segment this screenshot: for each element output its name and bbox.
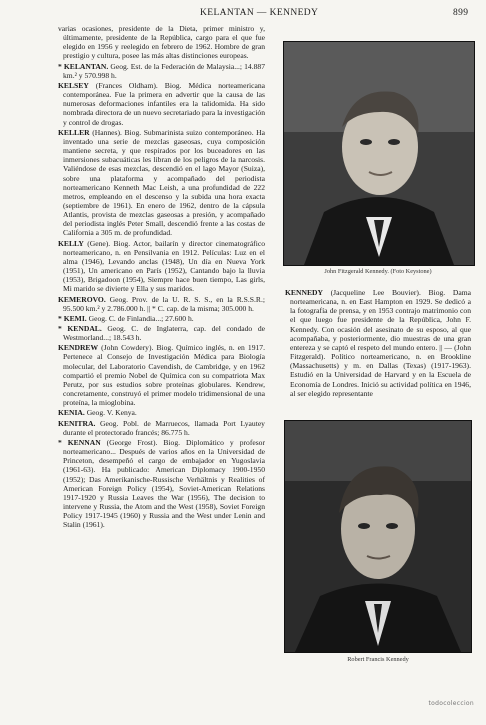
- right-column: [285, 288, 471, 398]
- entry-headword: * KEMI.: [58, 313, 87, 323]
- entry-text: (George Frost). Biog. Diplomático y profesor norteamericano... Después de varios años en la Universidad de Princeton, desempeñó el cargo de embajador en Yugoslavia (1961-63). Ha publicado: American Diplomacy 1900-1950 (1952); Das Amerikanische-Russische Verhältnis y Realities of American Foreign Policy (1954), Soviet-American Relations 1917-1920 y Russia Leaves the War (1956), The decision to intervene y Russia, the Atom and the West (1958), Soviet Foreign Policy 1917-1945 (1960) y Russia and the West under Lenin and Stalin (1961).: [63, 437, 266, 530]
- entry-headword: KELLY: [58, 238, 84, 248]
- portrait-john-f-kennedy: [283, 41, 475, 266]
- dictionary-entry: [58, 419, 265, 437]
- entry-text: (Gene). Biog. Actor, bailarín y director cinematográfico norteamericano, n. en Pensilvania en 1912. Películas: Luz en el alma (1946), Levando anclas (1948), Un día en Nueva York (1951), Un americano en París (1952), Cantando bajo la lluvia (1953), Brigadoon (1954), Siempre hace buen tiempo, Las girls, Mi marido se divierte y Ella y sus maridos.: [63, 238, 265, 294]
- dictionary-entry: [58, 343, 265, 407]
- dictionary-entry: [285, 288, 471, 398]
- portrait-image: [284, 42, 474, 265]
- dictionary-entry: [58, 128, 265, 238]
- entry-text: Geog. Prov. de la U. R. S. S., en la R.S.S.R.; 95.500 km.² y 2.786.000 h. || * C. cap. de la misma; 305.000 h.: [63, 294, 265, 313]
- page-header: [0, 6, 486, 24]
- entry-headword: KENNEDY: [285, 288, 323, 297]
- entry-headword: * KENNAN: [58, 437, 101, 447]
- dictionary-entry: [58, 314, 265, 323]
- entry-headword: KEMEROVO.: [58, 294, 106, 304]
- dictionary-entry: [58, 24, 265, 61]
- entry-text: (Hannes). Biog. Submarinista suizo contemporáneo. Ha inventado una serie de mezclas gaseosas, cuya composición mantiene secreta, y que respirados por los buceadores en las inmersiones subacuáticas les libran de los peligros de la narcosis. Valiéndose de esas mezclas, descendió en el lago Mayor (Suiza), sobre una plataforma y acompañado del periodista norteamericano Kenneth Mac Leish, a una profundidad de 222 metros, empleando en el descenso y la subida una hora exacta (septiembre de 1961). En enero de 1962, dentro de la cápsula Atlantis, provista de mezclas gaseosas a presión, y acompañado del periodista inglés Peter Small, descendió frente a las costas de California a 305 m. de profundidad.: [63, 127, 265, 238]
- entry-headword: KENIA.: [58, 408, 85, 418]
- entry-headword: KENITRA.: [58, 418, 96, 428]
- dictionary-entry: [58, 408, 265, 417]
- entry-headword: * KENDAL.: [58, 324, 102, 333]
- entry-text: Geog. V. Kenya.: [86, 408, 137, 418]
- left-column: [58, 24, 265, 529]
- dictionary-entry: [58, 438, 265, 530]
- portrait-image: [285, 421, 471, 652]
- dictionary-entry: [58, 81, 265, 127]
- watermark: todocoleccion: [428, 700, 474, 707]
- page-number: 899: [453, 8, 469, 18]
- caption-john-f-kennedy: John Fitzgerald Kennedy. (Foto Keystone): [324, 268, 432, 275]
- portrait-robert-f-kennedy: [284, 420, 472, 653]
- dictionary-entry: [58, 295, 265, 313]
- entry-headword: KELLER: [58, 127, 90, 137]
- entry-text: Geog. Pobl. de Marruecos, llamada Port Lyautey durante el protectorado francés; 86.775 h.: [63, 418, 265, 437]
- dictionary-entry: [58, 62, 265, 80]
- entry-headword: KELSEY: [58, 80, 89, 90]
- caption-robert-f-kennedy: Robert Francis Kennedy: [347, 656, 409, 663]
- entry-text: (Frances Oldham). Biog. Médica norteamericana contemporánea. Fue la primera en advertir que la causa de las numerosas deformaciones infantiles era la talidomida. Ha sido nombrada directora de un nuevo secretariado para la investigación y control de drogas.: [63, 80, 265, 127]
- running-title: KELANTAN — KENNEDY: [200, 8, 319, 18]
- entry-headword: * KELANTAN.: [58, 61, 109, 71]
- entry-text: Geog. C. de Inglaterra, cap. del condado de Westmorland...; 18.543 h.: [63, 324, 265, 343]
- entry-text: (Jacqueline Lee Bouvier). Biog. Dama norteamericana, n. en East Hampton en 1929. Se dedicó a la fotografía de prensa, y en 1953 contrajo matrimonio con el que luego fue presidente de la República, John F. Kennedy. Con ocasión del asesinato de su esposo, al que acompañaba, y posteriormente, dio muestras de una gran entereza y se captó el respeto del mundo entero. || — (John Fitzgerald). Político norteamericano, n. en Brookline (Massachusetts) y m. en Dallas (Texas) (1917-1963). Estudió en la Universidad de Harvard y en la Escuela de Economía de Londres. Inició su actividad política en 1946, al ser elegido representante: [290, 288, 471, 398]
- entry-text: varias ocasiones, presidente de la Dieta, primer ministro y, últimamente, presidente de la República, cargo para el que fue elegido en 1956 y reelegido en febrero de 1962. Hombre de gran prestigio y cultura, posee las más altas distinciones europeas.: [58, 24, 265, 61]
- entry-text: Geog. Est. de la Federación de Malaysia...; 14.887 km.² y 570.998 h.: [63, 61, 265, 80]
- dictionary-entry: [58, 324, 265, 342]
- entry-headword: KENDREW: [58, 343, 99, 353]
- entry-text: Geog. C. de Finlandia...; 27.600 h.: [88, 313, 194, 323]
- dictionary-entry: [58, 239, 265, 294]
- entry-text: (John Cowdery). Biog. Químico inglés, n. en 1917. Pertenece al Consejo de Investigación Médica para Biología molecular, del Laboratorio Cavendish, de Cambridge, y en 1962 compartió el premio Nobel de Química con su compatriota Max Perutz, por sus estudios sobre proteínas globulares. Kendrew, concretamente, construyó el primer modelo tridimensional de una proteína, la mioglobina.: [63, 343, 265, 408]
